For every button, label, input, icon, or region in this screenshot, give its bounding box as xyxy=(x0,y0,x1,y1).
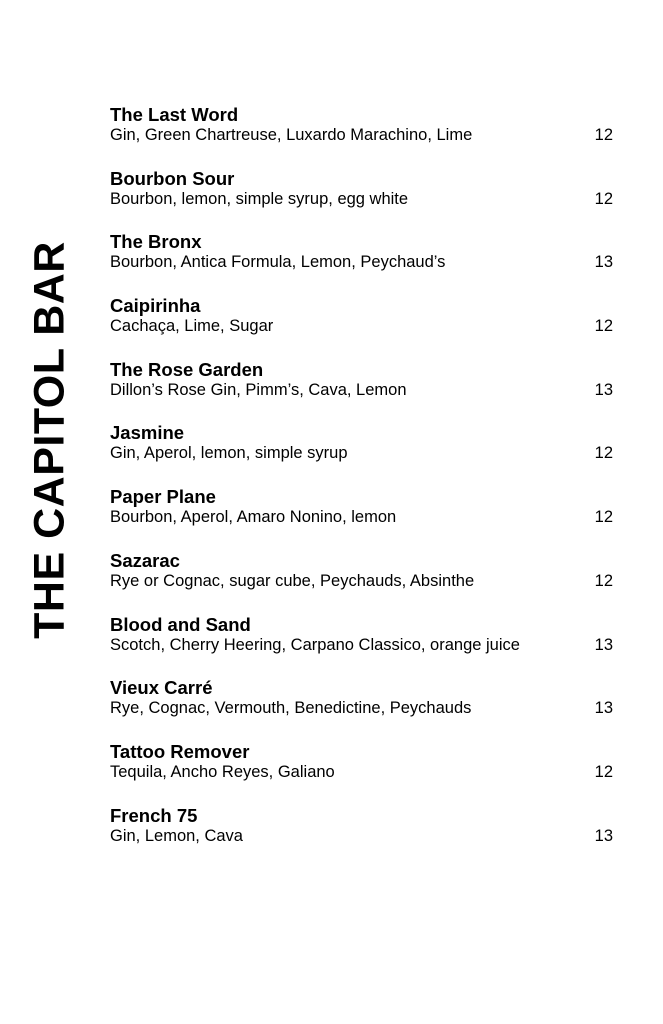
menu-item-name: Bourbon Sour xyxy=(110,167,235,189)
menu-item-name: French 75 xyxy=(110,804,198,826)
menu-item-price: 12 xyxy=(594,508,613,527)
menu-item xyxy=(110,421,615,485)
menu-item-ingredients: Rye, Cognac, Vermouth, Benedictine, Peychauds xyxy=(110,699,472,718)
menu-item-ingredients: Rye or Cognac, sugar cube, Peychauds, Absinthe xyxy=(110,571,475,590)
menu-item-name: Sazarac xyxy=(110,549,180,571)
cocktail-menu xyxy=(110,103,615,867)
menu-item-name: Paper Plane xyxy=(110,486,216,508)
menu-item-price: 12 xyxy=(594,762,613,781)
menu-item-name: Blood and Sand xyxy=(110,613,251,635)
menu-item-ingredients: Gin, Lemon, Cava xyxy=(110,826,243,845)
menu-item-price: 12 xyxy=(594,444,613,463)
menu-item-price: 13 xyxy=(594,699,613,718)
menu-item-price: 13 xyxy=(594,635,613,654)
menu-item-ingredients: Cachaça, Lime, Sugar xyxy=(110,317,274,336)
menu-item-price: 12 xyxy=(594,317,613,336)
menu-item-ingredients: Bourbon, Antica Formula, Lemon, Peychaud’s xyxy=(110,253,446,272)
menu-item xyxy=(110,549,615,613)
menu-item-ingredients: Dillon’s Rose Gin, Pimm’s, Cava, Lemon xyxy=(110,380,407,399)
menu-item xyxy=(110,804,615,868)
menu-item xyxy=(110,103,615,167)
menu-item-name: Caipirinha xyxy=(110,295,201,317)
menu-item xyxy=(110,485,615,549)
menu-item-price: 12 xyxy=(594,126,613,144)
bar-title: THE CAPITOL BAR xyxy=(25,241,74,639)
menu-item-price: 12 xyxy=(594,571,613,590)
menu-item xyxy=(110,230,615,294)
menu-item-price: 12 xyxy=(594,189,613,208)
menu-item-name: The Rose Garden xyxy=(110,358,264,380)
menu-item-name: Tattoo Remover xyxy=(110,740,250,762)
menu-item-name: Jasmine xyxy=(110,422,185,444)
menu-item xyxy=(110,613,615,677)
menu-item-name: The Bronx xyxy=(110,231,202,253)
menu-item xyxy=(110,167,615,231)
menu-item xyxy=(110,294,615,358)
menu-item xyxy=(110,740,615,804)
menu-item-price: 13 xyxy=(594,253,613,272)
menu-item-price: 13 xyxy=(594,380,613,399)
menu-item-ingredients: Bourbon, Aperol, Amaro Nonino, lemon xyxy=(110,508,397,527)
menu-item-ingredients: Gin, Green Chartreuse, Luxardo Marachino, Lime xyxy=(110,126,473,144)
menu-item-ingredients: Bourbon, lemon, simple syrup, egg white xyxy=(110,189,409,208)
menu-item-name: Vieux Carré xyxy=(110,677,213,699)
menu-item-price: 13 xyxy=(594,826,613,845)
menu-item-ingredients: Tequila, Ancho Reyes, Galiano xyxy=(110,762,335,781)
menu-item-ingredients: Scotch, Cherry Heering, Carpano Classico, orange juice xyxy=(110,635,520,654)
menu-item-name: The Last Word xyxy=(110,104,239,125)
menu-item-ingredients: Gin, Aperol, lemon, simple syrup xyxy=(110,444,348,463)
menu-item xyxy=(110,676,615,740)
menu-item xyxy=(110,358,615,422)
